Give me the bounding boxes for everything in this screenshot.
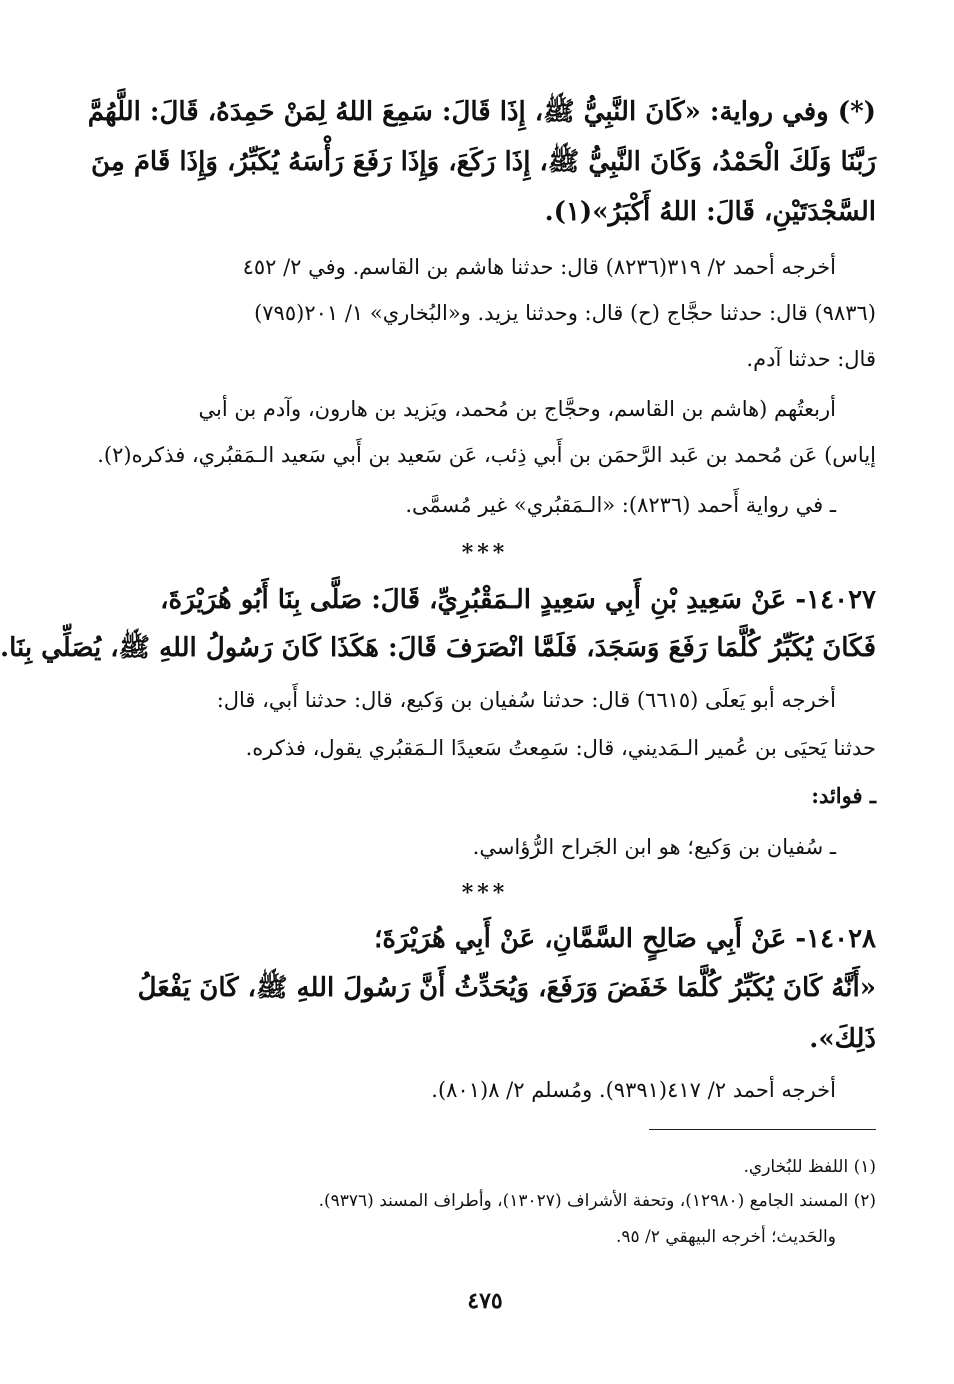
footnote-2: (٢) المسند الجامع (١٢٩٨٠)، وتحفة الأشراف (١٣٠٢٧)، وأطراف المسند (٩٣٧٦). bbox=[318, 1191, 876, 1211]
footnote-1: (١) اللفظ للبُخاري. bbox=[743, 1157, 876, 1177]
takhrij-line: حدثنا يَحيَى بن عُمير الـمَديني، قال: سَمِعتُ سَعيدًا الـمَقبُري يقول، فذكره. bbox=[245, 736, 876, 760]
takhrij-line: أخرجه أبو يَعلَى (٦٦١٥) قال: حدثنا سُفيان بن وَكيع، قال: حدثنا أَبي، قال: bbox=[216, 688, 836, 712]
footnote-separator bbox=[649, 1129, 876, 1130]
hadith-14028-line: «أَنَّهُ كَانَ يُكَبِّرُ كُلَّمَا خَفَضَ وَرَفَعَ، وَيُحَدِّثُ أَنَّ رَسُولَ اللهِ ﷺ، كَانَ يَفْعَلُ bbox=[137, 973, 876, 1003]
page-number: ٤٧٥ bbox=[467, 1288, 503, 1314]
footnote-2-continuation: والحَديث؛ أخرجه البيهقي ٢/ ٩٥. bbox=[615, 1227, 836, 1247]
hadith-14027-line: ١٤٠٢٧- عَنْ سَعِيدِ بْنِ أَبِي سَعِيدٍ الـمَقْبُرِيِّ، قَالَ: صَلَّى بِنَا أَبُو هُرَيْرَةَ، bbox=[160, 585, 876, 615]
isnad-note-line: ـ في رواية أَحمد (٨٢٣٦): «الـمَقبُري» غير مُسمَّى. bbox=[405, 493, 836, 517]
isnad-line: إياس) عَن مُحمد بن عَبد الرَّحمَن بن أَبي ذِئب، عَن سَعيد بن أَبي سَعيد الـمَقبُري، فذكره(٢). bbox=[97, 443, 876, 467]
takhrij-line: (٩٨٣٦) قال: حدثنا حجَّاج (ح) قال: وحدثنا يزيد. و«البُخاري» ١/ ٢٠١(٧٩٥) bbox=[254, 301, 876, 325]
hadith-14028-line: ذَلِكَ». bbox=[809, 1024, 876, 1054]
section-separator-stars: *** bbox=[461, 880, 509, 906]
takhrij-line: قال: حدثنا آدم. bbox=[746, 347, 876, 371]
section-separator-stars: *** bbox=[461, 540, 509, 566]
fawaid-heading: ـ فوائد: bbox=[811, 783, 876, 808]
hadith-14027-line: فَكَانَ يُكَبِّرُ كُلَّمَا رَفَعَ وَسَجَدَ، فَلَمَّا انْصَرَفَ قَالَ: هَكَذَا كَانَ رَسُولُ اللهِ ﷺ، يُصَلِّي بِنَا. bbox=[0, 633, 876, 663]
hadith-variant-line: (*) وفي رواية: «كَانَ النَّبِيُّ ﷺ، إِذَا قَالَ: سَمِعَ اللهُ لِمَنْ حَمِدَهُ، قَالَ: اللَّهُمَّ bbox=[87, 97, 876, 127]
takhrij-line: أخرجه أحمد ٢/ ٤١٧(٩٣٩١). ومُسلم ٢/ ٨(٨٠١). bbox=[431, 1078, 836, 1102]
hadith-14028-line: ١٤٠٢٨- عَنْ أَبِي صَالِحٍ السَّمَّانِ، عَنْ أَبِي هُرَيْرَةَ؛ bbox=[374, 924, 876, 954]
hadith-variant-line: رَبَّنَا وَلَكَ الْحَمْدُ، وَكَانَ النَّبِيُّ ﷺ، إِذَا رَكَعَ، وَإِذَا رَفَعَ رَأْسَهُ يُكَبِّرُ، وَإِذَا قَامَ مِنَ bbox=[91, 147, 876, 177]
isnad-line: أربعتُهم (هاشم بن القاسم، وحجَّاج بن مُحمد، ويَزيد بن هارون، وآدم بن أبي bbox=[198, 397, 836, 421]
hadith-variant-line: السَّجْدَتَيْنِ، قَالَ: اللهُ أَكْبَرُ»(١). bbox=[544, 197, 876, 227]
fawaid-item: ـ سُفيان بن وَكيع؛ هو ابن الجَراح الرُّؤاسي. bbox=[472, 835, 836, 859]
takhrij-line: أخرجه أحمد ٢/ ٣١٩(٨٢٣٦) قال: حدثنا هاشم بن القاسم. وفي ٢/ ٤٥٢ bbox=[242, 255, 836, 279]
